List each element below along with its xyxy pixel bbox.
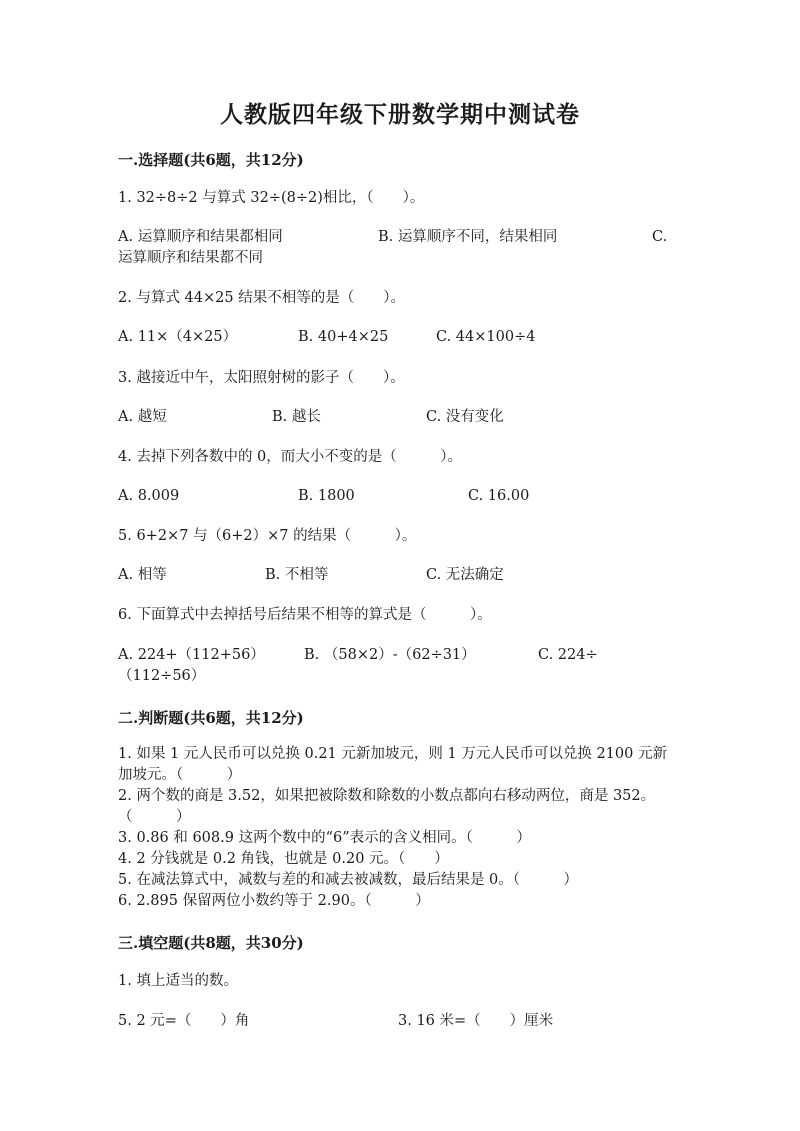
q5-option-c: C. 无法确定 — [426, 567, 504, 583]
judgment-item-2: 2. 两个数的商是 3.52，如果把被除数和除数的小数点都向右移动两位，商是 352。（ ） — [118, 788, 656, 825]
q3-option-b: B. 越长 — [272, 409, 321, 425]
judgment-item-4: 4. 2 分钱就是 0.2 角钱，也就是 0.20 元。（ ） — [118, 851, 449, 867]
q4-option-a: A. 8.009 — [118, 488, 180, 504]
q3-option-a: A. 越短 — [118, 409, 167, 425]
q1-option-c-text: 运算顺序和结果都不同 — [118, 250, 263, 266]
q6-option-b: B. （58×2）-（62÷31） — [304, 647, 476, 663]
q5-option-a: A. 相等 — [118, 567, 167, 583]
q1-option-a: A. 运算顺序和结果都相同 — [118, 229, 283, 245]
section-heading-fill: 三.填空题(共8题，共30分) — [118, 934, 304, 952]
q4-option-b: B. 1800 — [298, 488, 355, 504]
q2-option-a: A. 11×（4×25） — [118, 329, 238, 345]
q1-option-c: C. — [652, 229, 668, 245]
question-4: 4. 去掉下列各数中的 0，而大小不变的是（ ）。 — [118, 449, 463, 465]
question-1: 1. 32÷8÷2 与算式 32÷(8÷2)相比，（ ）。 — [118, 190, 425, 206]
q6-option-c-text: （112÷56） — [118, 668, 206, 684]
q3-option-c: C. 没有变化 — [426, 409, 504, 425]
fill-item-cm: 3. 16 米=（ ）厘米 — [398, 1013, 554, 1029]
q6-option-c: C. 224÷ — [538, 647, 598, 663]
question-2: 2. 与算式 44×25 结果不相等的是（ ）。 — [118, 290, 405, 306]
q6-option-a: A. 224+（112+56） — [118, 647, 265, 663]
question-3: 3. 越接近中午，太阳照射树的影子（ ）。 — [118, 370, 405, 386]
page-title: 人教版四年级下册数学期中测试卷 — [220, 101, 580, 128]
judgment-item-1: 1. 如果 1 元人民币可以兑换 0.21 元新加坡元，则 1 万元人民币可以兑换 2100 元新加坡元。（ ） — [118, 746, 667, 783]
section-heading-judgment: 二.判断题(共6题，共12分) — [118, 709, 304, 727]
question-5: 5. 6+2×7 与（6+2）×7 的结果（ ）。 — [118, 528, 417, 544]
fill-item-jiao: 5. 2 元=（ ）角 — [118, 1013, 250, 1029]
q1-option-b: B. 运算顺序不同，结果相同 — [378, 229, 558, 245]
section-heading-choice: 一.选择题(共6题，共12分) — [118, 151, 304, 169]
judgment-item-5: 5. 在减法算式中，减数与差的和减去被减数，最后结果是 0。（ ） — [118, 872, 579, 888]
q2-option-b: B. 40+4×25 — [298, 329, 389, 345]
judgment-item-3: 3. 0.86 和 608.9 这两个数中的“6”表示的含义相同。（ ） — [118, 830, 531, 846]
fill-question-1: 1. 填上适当的数。 — [118, 973, 238, 989]
q4-option-c: C. 16.00 — [468, 488, 530, 504]
question-6: 6. 下面算式中去掉括号后结果不相等的算式是（ ）。 — [118, 607, 492, 623]
q5-option-b: B. 不相等 — [265, 567, 329, 583]
judgment-item-6: 6. 2.895 保留两位小数约等于 2.90。（ ） — [118, 893, 430, 909]
q2-option-c: C. 44×100÷4 — [436, 329, 536, 345]
